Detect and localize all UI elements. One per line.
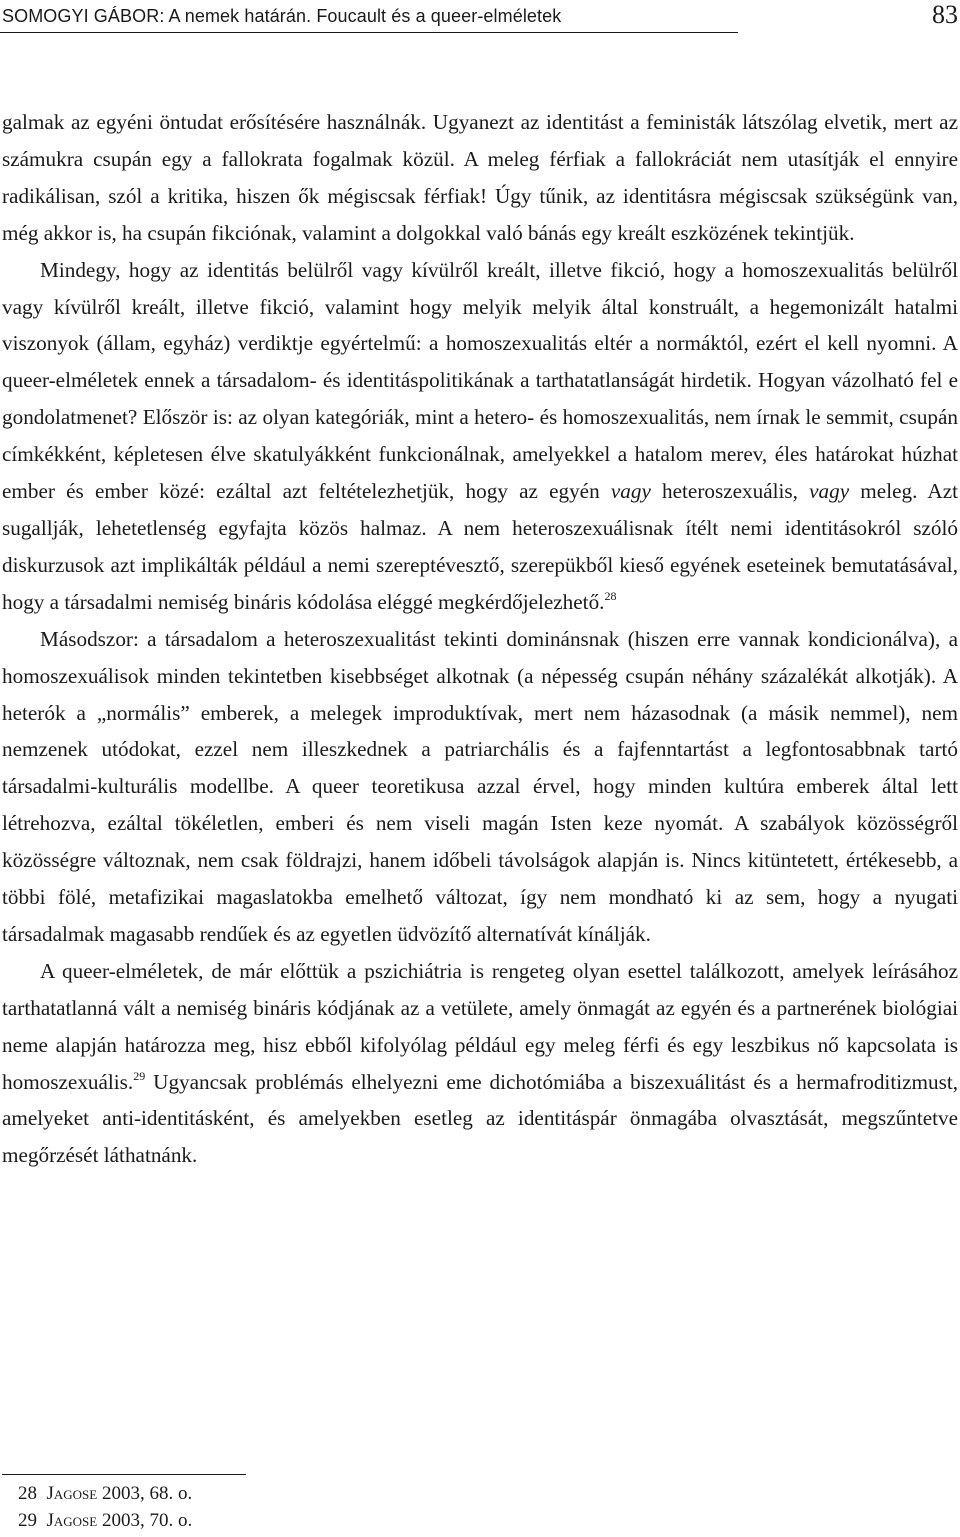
text-run: meleg. Azt sugallják, lehetetlenség egyfajta közös halmaz. A nem heteroszexuálisnak ítélt nemi identitásokról szóló diskurzusok azt implikálták például a nemi szereptévesztő, szerepükből kieső egyének eseteinek bemutatásával, hogy a társadalmi nemiség bináris kódolása eléggé megkérdőjelezhető. [2,479,958,614]
footnote-marker: 29 [133,1068,146,1083]
footnote [18,1507,192,1534]
running-head-title: SOMOGYI GÁBOR: A nemek határán. Foucault és a queer-elméletek [2,6,562,26]
text-run: Mindegy, hogy az identitás belülről vagy kívülről kreált, illetve fikció, hogy a homoszexualitás belülről vagy kívülről kreált, illetve fikció, valamint hogy melyik melyik által konstruált, a hegemonizált hatalmi viszonyok (állam, egyház) verdiktje egyértelmű: a homoszexualitás eltér a normáktól, ezért el kell nyomni. A queer-elméletek ennek a társadalom- és identitáspolitikának a tarthatatlanságát hirdetik. Hogyan vázolható fel e gondolatmenet? Először is: az olyan kategóriák, mint a hetero- és homoszexualitás, nem írnak le semmit, csupán címkékként, képletesen élve skatulyákként funkcionálnak, amelyekkel a hatalom merev, éles határokat húzhat ember és ember közé: ezáltal azt feltételezhetjük, hogy az egyén [2,257,958,504]
paragraph [2,621,958,953]
text-run: Másodszor: a társadalom a heteroszexualitást tekinti dominánsnak (hiszen erre vannak kondicionálva), a homoszexuálisok minden tekintetben kisebbséget alkotnak (a népesség csupán néhány százalékát alkotják). A heterók a „normális” emberek, a melegek improduktívak, mert nem házasodnak (a másik nemmel), nem nemzenek utódokat, ezzel nem illeszkednek a patriarchális és a fajfenntartást a legfontosabbnak tartó társadalmi-kulturális modellbe. A queer teoretikusa azzal érvel, hogy minden kultúra emberek által lett létrehozva, ezáltal tökéletlen, emberi és nem viseli magán Isten keze nyomát. A szabályok közösségről közösségre változnak, nem csak földrajzi, hanem időbeli távolságok alapján is. Nincs kitüntetett, értékesebb, a többi fölé, metafizikai magaslatokba emelhető változat, így nem mondható ki az sem, hogy a nyugati társadalmak magasabb rendűek és az egyetlen üdvözítő alternatívát kínálják. [2,626,958,946]
page-number: 83 [932,0,958,29]
footnote-author: Jagose [46,1510,98,1531]
footnote-marker: 28 [604,588,617,603]
emphasis: vagy [610,479,651,504]
footnote-author: Jagose [46,1483,98,1504]
footnote-ref: 2003, 68. o. [101,1483,193,1504]
footnote-number: 28 [18,1483,37,1504]
body-text [2,104,958,1174]
running-head [0,0,960,36]
footnote-rule [2,1474,246,1475]
paragraph [2,104,958,252]
paragraph [2,252,958,621]
emphasis: vagy [809,479,850,504]
text-run: Ugyancsak problémás elhelyezni eme dichotómiába a biszexuálitást és a hermafroditizmust, amelyeket anti-identitásként, és amelyekben esetleg az identitáspár önmagába olvasztását, megszűntetve megőrzését láthatnánk. [2,1069,958,1168]
paragraph [2,953,958,1174]
footnote [18,1480,192,1507]
footnote-number: 29 [18,1510,37,1531]
text-run: A queer-elméletek, de már előttük a pszichiátria is rengeteg olyan esettel találkozott, amelyek leírásához tarthatatlanná vált a nemiség bináris kódjának az a vetülete, amely önmagát az egyén és a partnerének biológiai neme alapján határozza meg, hisz ebből kifolyólag például egy meleg férfi és egy leszbikus nő kapcsolata is homoszexuális. [2,958,958,1094]
footnote-ref: 2003, 70. o. [101,1510,193,1531]
footnotes [18,1480,192,1534]
text-run: heteroszexuális, [650,479,810,504]
header-rule [0,32,738,33]
text-run: galmak az egyéni öntudat erősítésére használnák. Ugyanezt az identitást a feministák látszólag elvetik, mert az számukra csupán egy a fallokrata fogalmak közül. A meleg férfiak a fallokráciát nem utasítják el ennyire radikálisan, szól a kritika, hiszen ők mégiscsak férfiak! Úgy tűnik, az identitásra mégiscsak szükségünk van, még akkor is, ha csupán fikciónak, valamint a dolgokkal való bánás egy kreált eszközének tekintjük. [2,110,958,245]
